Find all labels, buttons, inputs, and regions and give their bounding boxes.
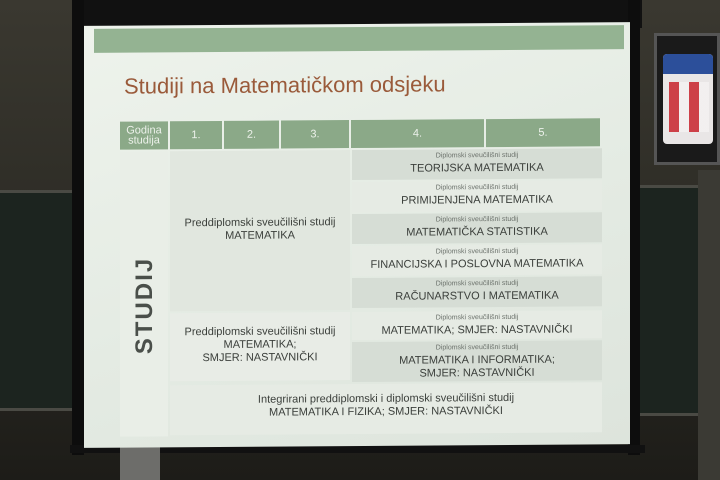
grad-6-type: Diplomski sveučilišni studij — [435, 313, 519, 322]
screen-frame-left — [72, 0, 84, 455]
undergrad-2-line3: SMJER: NASTAVNIČKI — [202, 351, 318, 365]
grad-program-4 — [352, 244, 602, 276]
grad-3-name: MATEMATIČKA STATISTIKA — [406, 225, 548, 239]
grad-6-name: MATEMATIKA; SMJER: NASTAVNIČKI — [381, 323, 573, 337]
wall-panel — [698, 170, 720, 480]
projected-slide — [84, 22, 630, 448]
croatian-coat-of-arms — [663, 54, 713, 144]
grad-program-6 — [352, 310, 602, 340]
header-year-1: 1. — [170, 121, 222, 149]
grad-5-name: RAČUNARSTVO I MATEMATIKA — [395, 289, 559, 303]
slide-title: Studiji na Matematičkom odsjeku — [124, 71, 446, 99]
grad-program-5 — [352, 276, 602, 308]
grad-7-type: Diplomski sveučilišni studij — [435, 343, 519, 352]
integrated-line1: Integrirani preddiplomski i diplomski sveučilišni studij — [257, 391, 515, 406]
header-year-4: 4. — [351, 119, 484, 148]
grad-program-3 — [352, 212, 602, 244]
undergrad-1-line2: MATEMATIKA — [225, 229, 295, 242]
coat-of-arms-frame — [654, 33, 720, 165]
grad-program-7 — [352, 340, 602, 382]
studij-label: STUDIJ — [131, 256, 158, 355]
grad-1-type: Diplomski sveučilišni studij — [435, 151, 519, 160]
grad-7-name-line2: SMJER: NASTAVNIČKI — [419, 366, 535, 380]
undergrad-2-line1: Preddiplomski sveučilišni studij — [184, 325, 336, 339]
grad-2-type: Diplomski sveučilišni studij — [435, 183, 519, 192]
undergrad-1-text — [170, 216, 350, 243]
integrated-text — [170, 391, 602, 420]
header-year-3: 3. — [281, 120, 349, 148]
grad-4-name: FINANCIJSKA I POSLOVNA MATEMATIKA — [370, 257, 584, 271]
grad-2-name: PRIMIJENJENA MATEMATIKA — [401, 193, 553, 207]
grad-7-name: MATEMATIKA I INFORMATIKA; — [399, 353, 555, 367]
undergrad-2-line2: MATEMATIKA; — [223, 338, 297, 351]
header-corner: Godina studija — [120, 121, 168, 149]
grad-1-name: TEORIJSKA MATEMATIKA — [410, 161, 544, 175]
grad-program-2 — [352, 180, 602, 212]
slide-top-bar — [94, 25, 624, 53]
grad-5-type: Diplomski sveučilišni studij — [435, 279, 519, 288]
undergrad-1-line1: Preddiplomski sveučilišni studij — [184, 216, 336, 230]
header-year-5: 5. — [486, 118, 600, 147]
undergrad-2-text — [168, 325, 352, 365]
chalkboard-right — [634, 185, 698, 416]
grad-program-1 — [352, 148, 602, 180]
table-header — [120, 118, 600, 149]
studij-column — [120, 151, 168, 436]
header-year-2: 2. — [224, 121, 279, 149]
integrated-line2: MATEMATIKA I FIZIKA; SMJER: NASTAVNIČKI — [269, 404, 503, 419]
grad-3-type: Diplomski sveučilišni studij — [435, 215, 519, 224]
grad-4-type: Diplomski sveučilišni studij — [435, 247, 519, 256]
chalkboard-left — [0, 190, 82, 411]
